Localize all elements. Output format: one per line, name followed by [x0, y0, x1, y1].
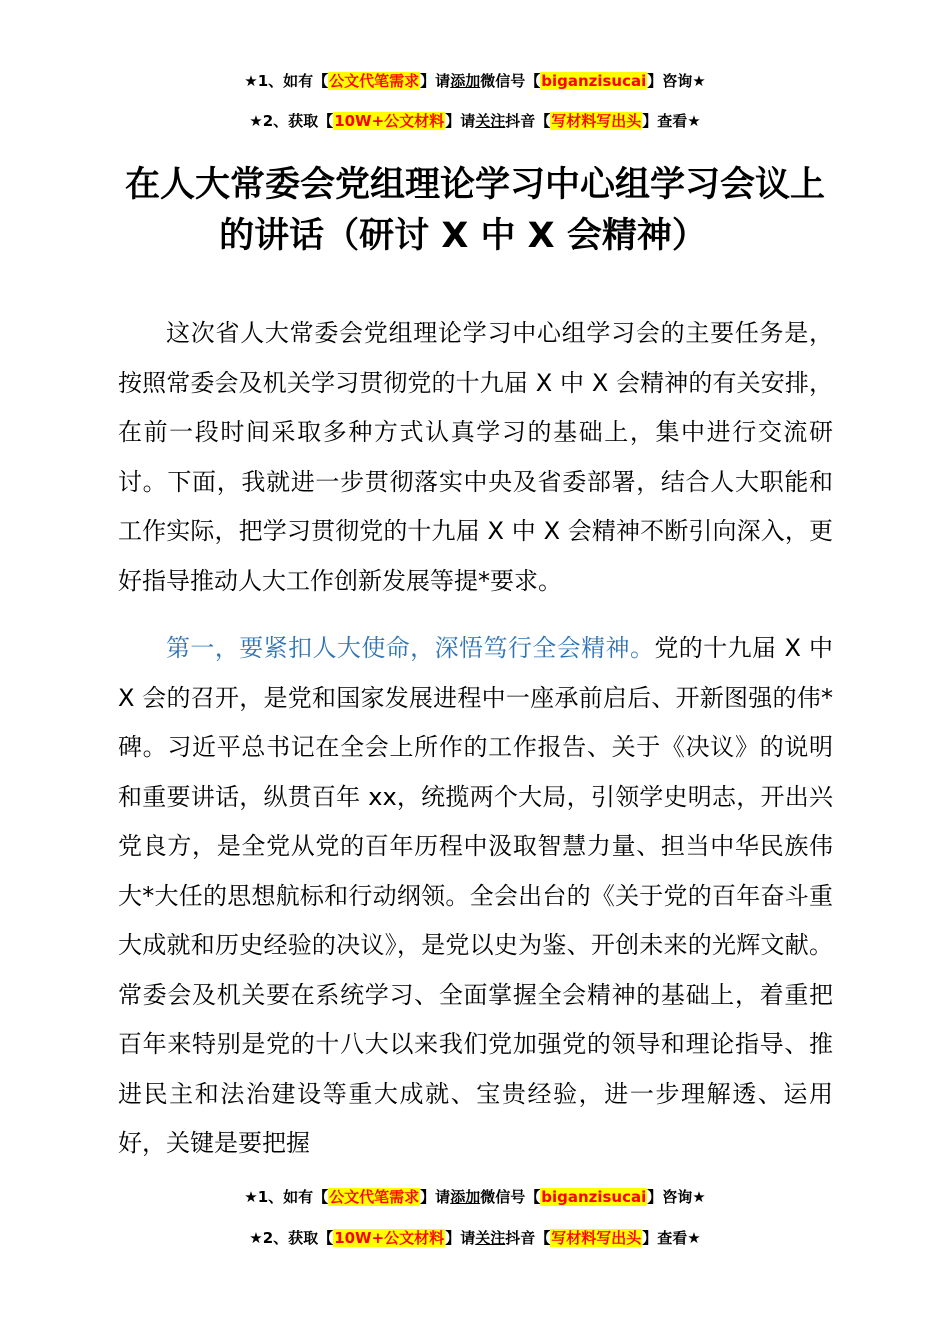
- promo-text: 抖音【: [505, 1229, 551, 1247]
- promo-underlined-text: 关注: [475, 1229, 506, 1247]
- promo-line-2-top: [0, 110, 950, 132]
- promo-suffix: 】查看★: [642, 112, 701, 130]
- promo-highlight-douyin: 写材料写出头: [551, 1229, 642, 1247]
- promo-highlight-materials: 10W+公文材料: [334, 112, 445, 130]
- document-title-line-1: 在人大常委会党组理论学习中心组学习会议上: [124, 165, 825, 205]
- promo-underlined-text: 添加: [450, 72, 481, 90]
- promo-prefix: ★2、获取【: [249, 1229, 334, 1247]
- promo-text: 】请: [420, 1188, 451, 1206]
- promo-underlined-text: 添加: [450, 1188, 481, 1206]
- promo-highlight-douyin: 写材料写出头: [551, 112, 642, 130]
- promo-highlight-service: 公文代笔需求: [329, 1188, 420, 1206]
- paragraph-2: [118, 624, 833, 1169]
- document-title-line-2: 的讲话（研讨 X 中 X 会精神）: [219, 216, 707, 256]
- promo-line-2-bottom: [0, 1227, 950, 1249]
- promo-highlight-wechat-id: biganzisucai: [541, 72, 647, 90]
- promo-prefix: ★1、如有【: [244, 72, 329, 90]
- promo-line-1-top: [0, 70, 950, 92]
- promo-highlight-wechat-id: biganzisucai: [541, 1188, 647, 1206]
- promo-underlined-text: 关注: [475, 112, 506, 130]
- paragraph-2-body: 党的十九届 X 中 X 会的召开，是党和国家发展进程中一座承前启后、开新图强的伟*碑。习近平总书记在全会上所作的工作报告、关于《决议》的说明和重要讲话，纵贯百年 xx，统揽两个大局，引领学史明志，开出兴党良方，是全党从党的百年历程中汲取智慧力量、担当中华民族伟大*大任的思想航标和行动纲领。全会出台的《关于党的百年奋斗重大成就和历史经验的决议》，是党以史为鉴、开创未来的光辉文献。常委会及机关要在系统学习、全面掌握全会精神的基础上，着重把百年来特别是党的十八大以来我们党加强党的领导和理论指导、推进民主和法治建设等重大成就、宝贵经验，进一步理解透、运用好，关键是要把握: [118, 634, 834, 1157]
- promo-suffix: 】咨询★: [647, 72, 706, 90]
- promo-line-1-bottom: [0, 1186, 950, 1208]
- promo-text: 抖音【: [505, 112, 551, 130]
- paragraph-1: 这次省人大常委会党组理论学习中心组学习会的主要任务是，按照常委会及机关学习贯彻党的十九届 X 中 X 会精神的有关安排，在前一段时间采取多种方式认真学习的基础上，集中进行交流研讨。下面，我就进一步贯彻落实中央及省委部署，结合人大职能和工作实际，把学习贯彻党的十九届 X 中 X 会精神不断引向深入，更好指导推动人大工作创新发展等提*要求。: [118, 319, 833, 595]
- promo-text: 】请: [445, 112, 476, 130]
- promo-text: 】请: [445, 1229, 476, 1247]
- promo-prefix: ★1、如有【: [244, 1188, 329, 1206]
- section-heading: 第一，要紧扣人大使命，深悟笃行全会精神。: [166, 634, 655, 662]
- promo-highlight-service: 公文代笔需求: [329, 72, 420, 90]
- promo-suffix: 】查看★: [642, 1229, 701, 1247]
- promo-text: 】请: [420, 72, 451, 90]
- promo-prefix: ★2、获取【: [249, 112, 334, 130]
- promo-highlight-materials: 10W+公文材料: [334, 1229, 445, 1247]
- promo-text: 微信号【: [480, 1188, 541, 1206]
- promo-text: 微信号【: [480, 72, 541, 90]
- promo-suffix: 】咨询★: [647, 1188, 706, 1206]
